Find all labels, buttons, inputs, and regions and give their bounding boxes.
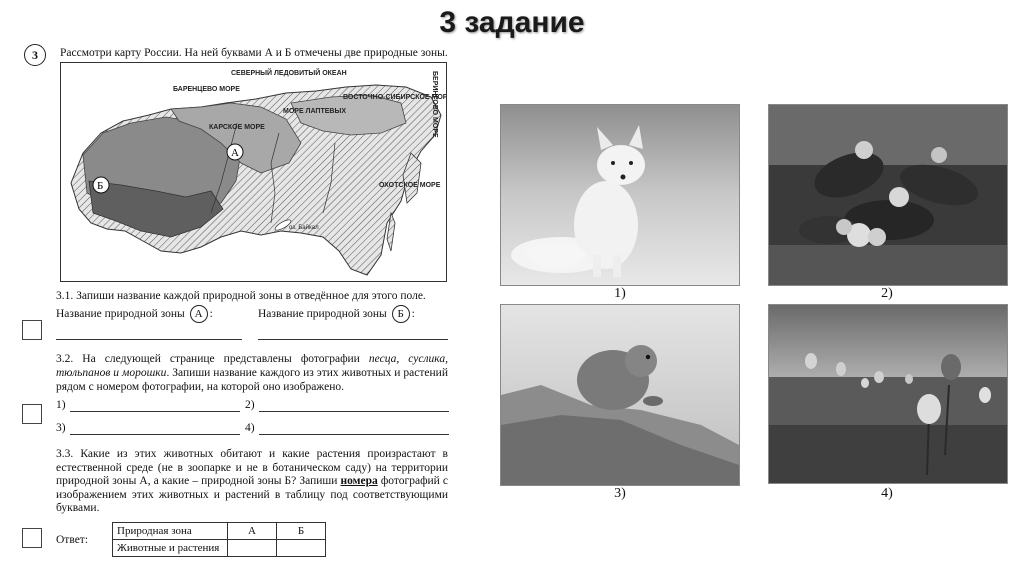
photo-3-caption: 3) <box>614 486 626 501</box>
photo-2-caption: 2) <box>881 286 893 301</box>
russia-map <box>60 62 447 282</box>
q2-blank-1-label: 1) <box>56 399 66 411</box>
q2-checkbox[interactable] <box>22 404 42 424</box>
q1-colon-a: : <box>209 308 213 320</box>
q1-answer-line-a[interactable] <box>56 338 242 340</box>
task-intro: Рассмотри карту России. На ней буквами А и Б отмечены две природные зоны. <box>60 47 448 59</box>
map-marker-a-label: А <box>231 147 239 159</box>
q3-text-bold: номера <box>340 475 378 487</box>
q1-label-a-prefix: Название природной зоны <box>56 308 185 320</box>
answer-table-row <box>113 540 326 557</box>
map-label-ocean: СЕВЕРНЫЙ ЛЕДОВИТЫЙ ОКЕАН <box>231 70 347 77</box>
q1-text: 3.1. Запиши название каждой природной зоны в отведённое для этого поле. <box>56 290 426 302</box>
q2-text-before: 3.2. На следующей странице представлены фотографии <box>56 353 369 365</box>
q1-zone-a-circle: А <box>190 305 208 323</box>
map-label-east-siberian: ВОСТОЧНО-СИБИРСКОЕ МОРЕ <box>343 94 446 101</box>
q1-label-a <box>56 305 213 323</box>
tulips-image <box>769 305 1007 483</box>
russia-map-graphic <box>61 63 446 281</box>
q1-answer-line-b[interactable] <box>258 338 448 340</box>
answer-label: Ответ: <box>56 534 89 546</box>
photo-tulips <box>768 304 1008 484</box>
q1-label-b-prefix: Название природной зоны <box>258 308 387 320</box>
photo-ground-squirrel <box>500 304 740 486</box>
map-label-barents: БАРЕНЦЕВО МОРЕ <box>173 86 240 93</box>
answer-checkbox[interactable] <box>22 528 42 548</box>
answer-table <box>112 522 326 557</box>
photo-arctic-fox <box>500 104 740 286</box>
photo-4-caption: 4) <box>881 486 893 501</box>
answer-row-label: Животные и растения <box>113 540 228 557</box>
photo-cloudberry <box>768 104 1008 286</box>
answer-cell-a[interactable] <box>228 540 277 557</box>
task-number: 3 <box>24 44 46 66</box>
answer-table-header-row <box>113 523 326 540</box>
map-label-kara: КАРСКОЕ МОРЕ <box>209 124 265 131</box>
map-label-okhotsk: ОХОТСКОЕ МОРЕ <box>379 182 441 189</box>
q2-blank-1-line[interactable] <box>70 410 240 412</box>
q1-checkbox[interactable] <box>22 320 42 340</box>
map-label-baikal: оз. Байкал <box>289 225 319 231</box>
arctic-fox-image <box>501 105 739 285</box>
q2-text <box>56 352 448 394</box>
q2-blank-4-line[interactable] <box>259 433 449 435</box>
q2-blank-4-label: 4) <box>245 422 255 434</box>
q2-text-italic: песца, суслика, тюльпанов и морошки <box>56 353 448 379</box>
answer-header-zone: Природная зона <box>113 523 228 540</box>
answer-header-a: А <box>228 523 277 540</box>
answer-cell-b[interactable] <box>277 540 326 557</box>
map-label-laptev: МОРЕ ЛАПТЕВЫХ <box>283 108 346 115</box>
slide-title: 3 задание <box>439 6 585 39</box>
cloudberry-image <box>769 105 1007 285</box>
q1-colon-b: : <box>411 308 415 320</box>
photo-1-caption: 1) <box>614 286 626 301</box>
q2-text-after: . Запиши название каждого из этих животных и растений рядом с номером фотографии, на которой оно изображено. <box>56 367 448 393</box>
q2-blank-2-label: 2) <box>245 399 255 411</box>
q1-label-b <box>258 305 415 323</box>
q1-zone-b-circle: Б <box>392 305 410 323</box>
map-marker-b-label: Б <box>97 180 104 192</box>
q2-blank-3-label: 3) <box>56 422 66 434</box>
q2-blank-2-line[interactable] <box>259 410 449 412</box>
q3-text-after: фотографий с изображением этих животных и растений в таблицу под соответствующими буквами. <box>56 475 449 514</box>
answer-header-b: Б <box>277 523 326 540</box>
q3-text-before: 3.3. Какие из этих животных обитают и какие растения произрастают в естественной среде (не в зоопарке и не в ботаническом саду) на территории природной зоны А, а какие – природной зоны Б? Запиши <box>56 448 448 487</box>
ground-squirrel-image <box>501 305 739 485</box>
map-label-bering: БЕРИНГОВО МОРЕ <box>431 71 438 138</box>
q3-text <box>56 448 448 516</box>
q2-blank-3-line[interactable] <box>70 433 240 435</box>
